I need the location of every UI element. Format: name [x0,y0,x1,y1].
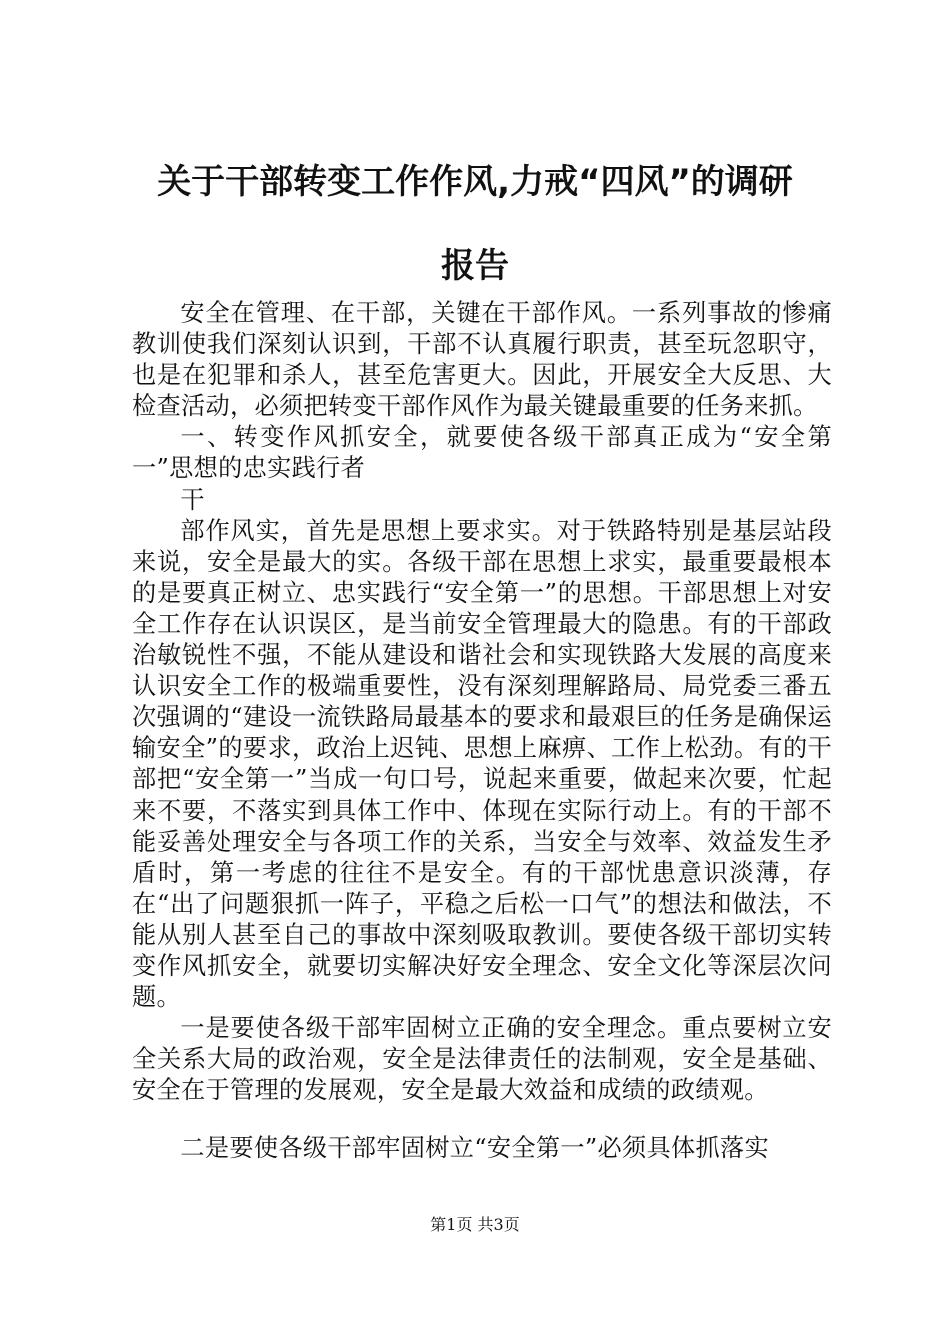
paragraph-fragment: 干 [180,485,205,514]
section-heading-1: 一、转变作风抓安全，就要使各级干部真正成为“安全第一”思想的忠实践行者 [132,423,832,483]
page-footer: 第1页 共3页 [430,1215,520,1234]
paragraph-point-1: 一是要使各级干部牢固树立正确的安全理念。重点要树立安全关系大局的政治观，安全是法律责任的法制观，安全是基础、安全在于管理的发展观，安全是最大效益和成绩的政绩观。 [132,1014,832,1105]
document-title-line-1: 关于干部转变工作作风,力戒“四风”的调研 [157,162,793,202]
paragraph-point-2: 二是要使各级干部牢固树立“安全第一”必须具体抓落实 [180,1134,769,1163]
document-title-line-2: 报告 [441,246,509,286]
paragraph-intro: 安全在管理、在干部，关键在干部作风。一系列事故的惨痛教训使我们深刻认识到，干部不认真履行职责，甚至玩忽职守，也是在犯罪和杀人，甚至危害更大。因此，开展安全大反思、大检查活动，必须把转变干部作风作为最关键最重要的任务来抓。 [132,299,832,421]
paragraph-section-1-body: 部作风实，首先是思想上要求实。对于铁路特别是基层站段来说，安全是最大的实。各级干部在思想上求实，最重要最根本的是要真正树立、忠实践行“安全第一”的思想。干部思想上对安全工作存在认识误区，是当前安全管理最大的隐患。有的干部政治敏锐性不强，不能从建设和谐社会和实现铁路大发展的高度来认识安全工作的极端重要性，没有深刻理解路局、局党委三番五次强调的“建设一流铁路局最基本的要求和最艰巨的任务是确保运输安全”的要求，政治上迟钝、思想上麻痹、工作上松劲。有的干部把“安全第一”当成一句口号，说起来重要，做起来次要，忙起来不要，不落实到具体工作中、体现在实际行动上。有的干部不能妥善处理安全与各项工作的关系，当安全与效率、效益发生矛盾时，第一考虑的往往不是安全。有的干部忧患意识淡薄，存在“出了问题狠抓一阵子，平稳之后松一口气”的想法和做法，不能从别人甚至自己的事故中深刻吸取教训。要使各级干部切实转变作风抓安全，就要切实解决好安全理念、安全文化等深层次问题。 [132,516,832,1012]
document-body [132,298,832,1165]
